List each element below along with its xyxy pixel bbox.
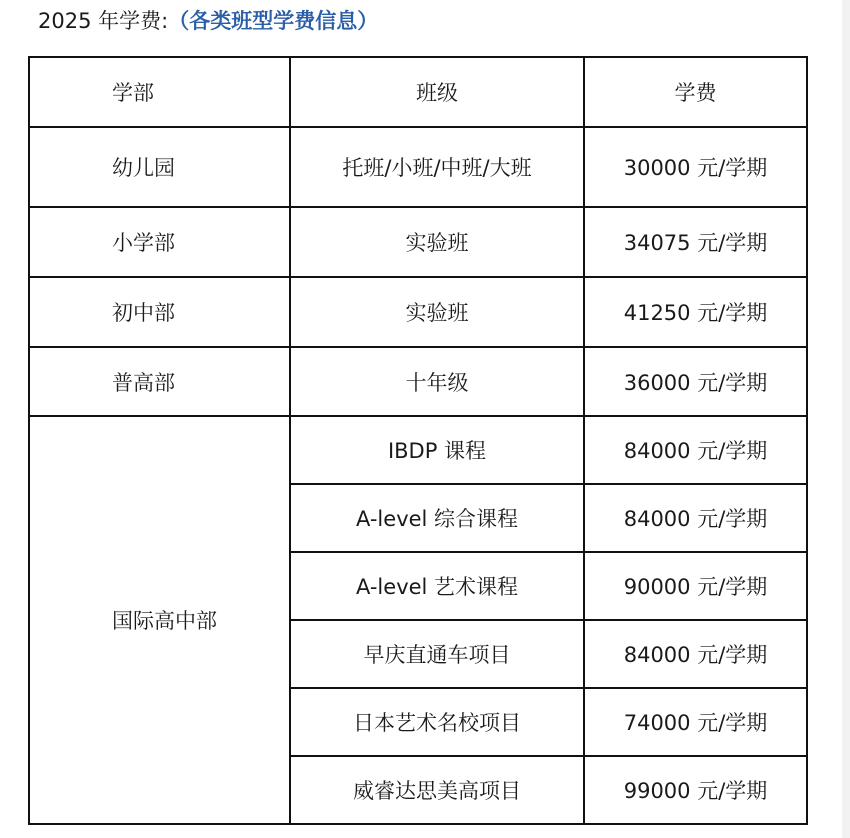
fee-cell: 34075 元/学期: [584, 207, 807, 277]
table-row: [29, 207, 807, 277]
class-cell: 实验班: [290, 207, 584, 277]
tuition-table: [28, 56, 808, 825]
table-row: [29, 416, 807, 484]
class-cell: A-level 综合课程: [290, 484, 584, 552]
class-cell: 早庆直通车项目: [290, 620, 584, 688]
column-header-department: 学部: [29, 57, 290, 127]
table-row: [29, 277, 807, 347]
fee-cell: 30000 元/学期: [584, 127, 807, 207]
table-row: [29, 347, 807, 416]
department-cell: 国际高中部: [29, 416, 290, 824]
fee-cell: 90000 元/学期: [584, 552, 807, 620]
department-cell: 小学部: [29, 207, 290, 277]
class-cell: 十年级: [290, 347, 584, 416]
class-cell: A-level 艺术课程: [290, 552, 584, 620]
table-header-row: [29, 57, 807, 127]
page-heading: [38, 6, 378, 36]
class-cell: IBDP 课程: [290, 416, 584, 484]
column-header-fee: 学费: [584, 57, 807, 127]
fee-cell: 84000 元/学期: [584, 484, 807, 552]
fee-cell: 84000 元/学期: [584, 620, 807, 688]
department-cell: 幼儿园: [29, 127, 290, 207]
department-cell: 初中部: [29, 277, 290, 347]
class-cell: 日本艺术名校项目: [290, 688, 584, 756]
fee-cell: 41250 元/学期: [584, 277, 807, 347]
column-header-class: 班级: [290, 57, 584, 127]
heading-prefix: 2025 年学费:: [38, 9, 169, 33]
heading-accent: （各类班型学费信息）: [168, 9, 379, 33]
fee-cell: 74000 元/学期: [584, 688, 807, 756]
fee-cell: 99000 元/学期: [584, 756, 807, 824]
department-cell: 普高部: [29, 347, 290, 416]
table-row: [29, 127, 807, 207]
fee-cell: 84000 元/学期: [584, 416, 807, 484]
class-cell: 实验班: [290, 277, 584, 347]
scrollbar-track: [842, 0, 850, 838]
class-cell: 威睿达思美高项目: [290, 756, 584, 824]
fee-cell: 36000 元/学期: [584, 347, 807, 416]
class-cell: 托班/小班/中班/大班: [290, 127, 584, 207]
